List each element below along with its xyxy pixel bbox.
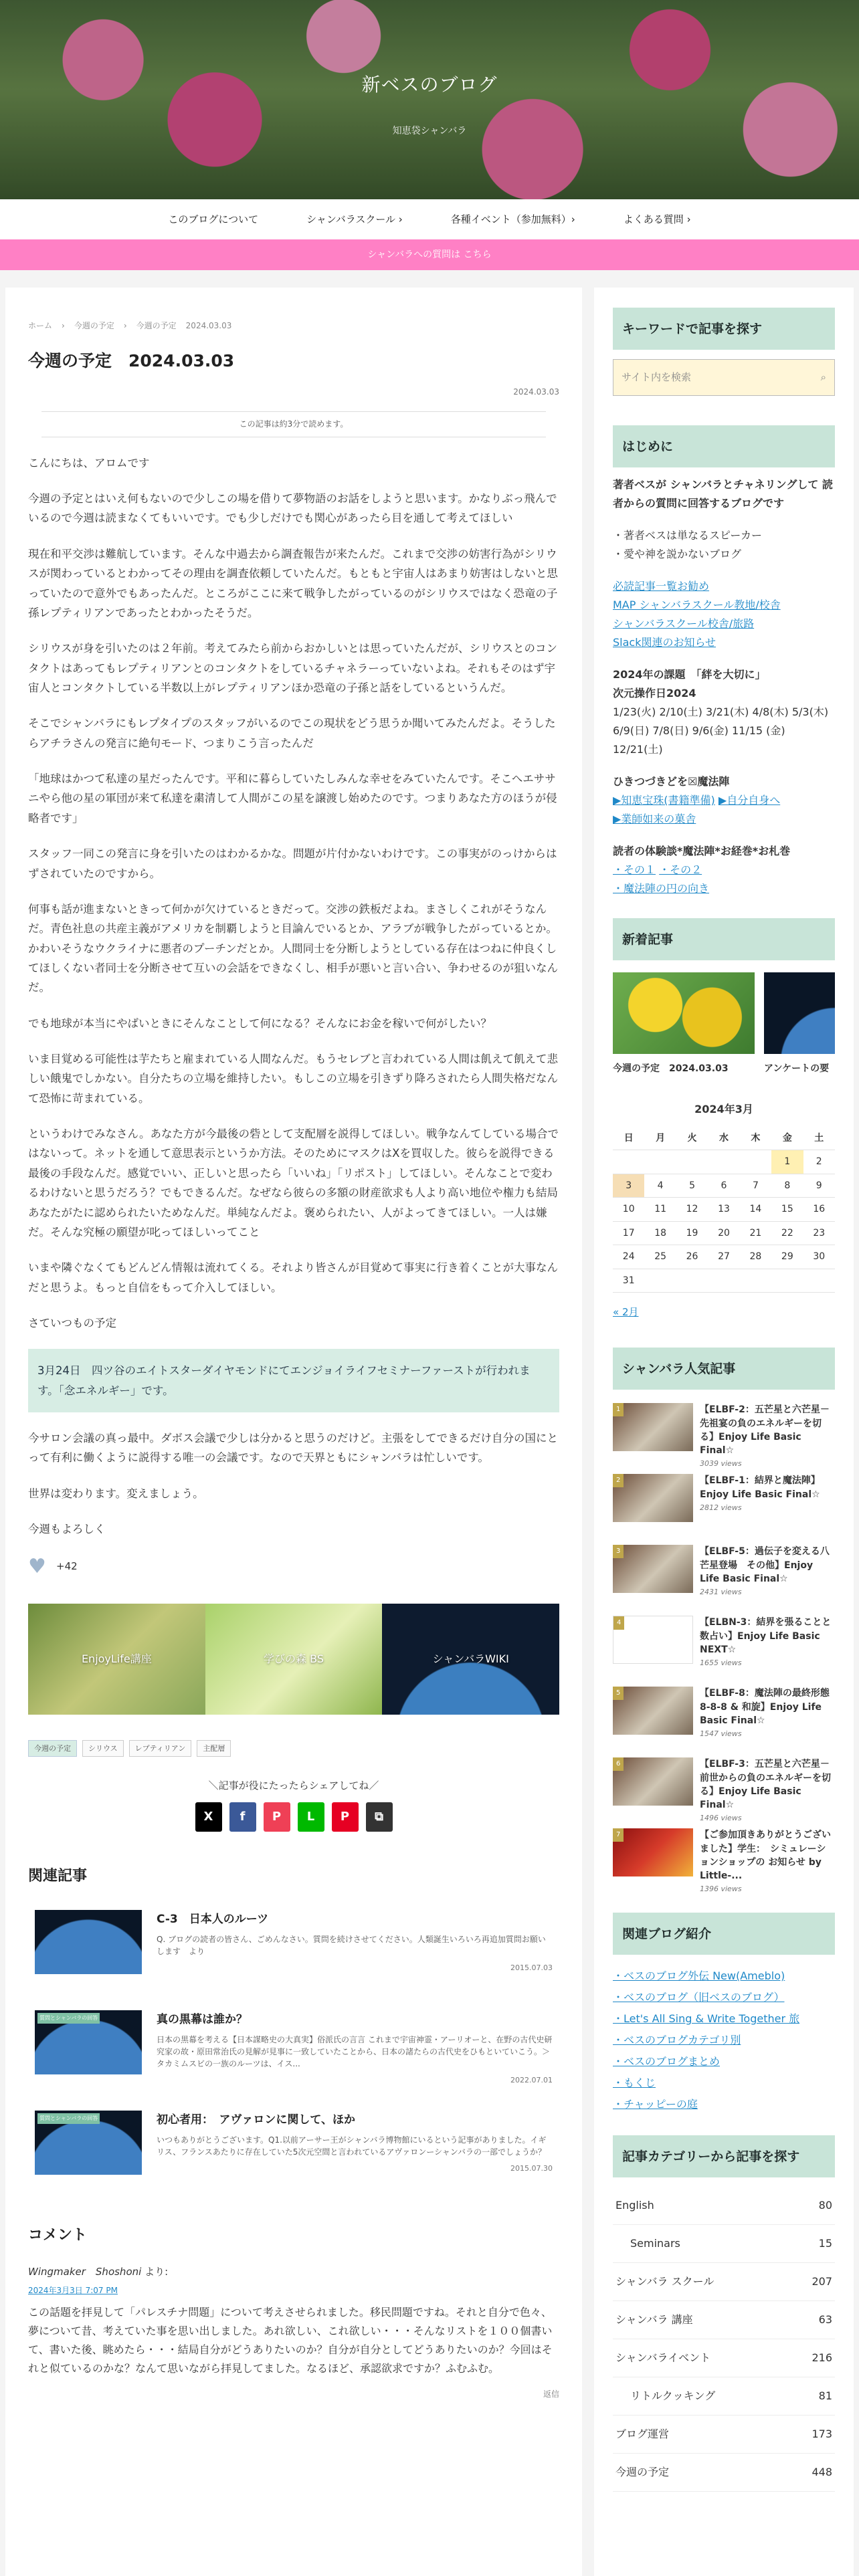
rank-badge: 7: [613, 1828, 624, 1842]
calendar-day: 4: [644, 1174, 676, 1198]
popular-item-title[interactable]: 【ELBF-2：五芒星と六芒星－先祖宴の負のエネルギーを切る】Enjoy Life Basic Final☆: [700, 1404, 830, 1457]
calendar-day: 19: [676, 1221, 708, 1245]
category-count: 15: [818, 2237, 832, 2250]
related-blogs-list: [613, 1965, 835, 2115]
related-card[interactable]: [28, 2005, 559, 2090]
popular-thumbnail: [613, 1616, 693, 1664]
category-count: 81: [818, 2389, 832, 2403]
weekday: 土: [803, 1127, 835, 1150]
calendar-day: 11: [644, 1198, 676, 1222]
paragraph: こんにちは、アロムです: [28, 456, 150, 469]
calendar-day: [676, 1150, 708, 1174]
category-item[interactable]: [613, 2301, 835, 2339]
category-item[interactable]: [613, 2339, 835, 2377]
calendar-caption: 2024年3月: [694, 1102, 753, 1115]
paragraph: さていつもの予定: [28, 1316, 116, 1329]
breadcrumb-date: 2024.03.03: [185, 321, 232, 330]
calendar-day: 26: [676, 1245, 708, 1269]
paragraph: 「地球はかつて私達の星だったんです。平和に暮らしていたしみんな幸せをみていたんです。そこへエササニやら他の星の軍団が来て私達を粛清して人間がこの星を譲渡し始めたのです。つまりあなた方のほうが侵略者です」: [28, 772, 557, 825]
calendar-day: 27: [708, 1245, 739, 1269]
calendar-day: 18: [644, 1221, 676, 1245]
schedule-heading: 次元操作日2024: [613, 687, 696, 700]
related-blog-link[interactable]: ・ベスのブログ（旧ベスのブログ）: [613, 1991, 785, 2004]
rank-badge: 5: [613, 1687, 624, 1700]
pocket-share-button[interactable]: P: [264, 1802, 290, 1832]
hikikomori-link[interactable]: ▶業師如来の菓舎: [613, 813, 696, 825]
popular-views: 1496 views: [700, 1814, 742, 1823]
copy-link-button[interactable]: ⧉: [366, 1802, 393, 1832]
paragraph: 何事も話が進まないときって何かが欠けているときだって。交渉の鉄板だよね。まさしくこれがそうなんだ。青色社息の共産主義がアメリカを制覇しようと目論んでいるとか、アラブが戦争したがっているとか。かわいそうなウクライナに悪者のプーチンだとか。人間同士を分断しようとしている存在はつねに仲良くしてほしくない者同士を分断させて互いの会話をできなくし、相手が悪いと言い合い、争わせるのが狙いなんだ。: [28, 902, 558, 994]
popular-thumbnail: [613, 1403, 693, 1451]
calendar-day-linked[interactable]: 3: [613, 1174, 644, 1198]
popular-thumbnail: [613, 1545, 693, 1593]
intro-link[interactable]: 必読記事一覧お勧め: [613, 580, 710, 593]
calendar-day: 16: [803, 1198, 835, 1222]
category-list: [613, 2187, 835, 2492]
related-date: 2015.07.03: [510, 1963, 553, 1973]
experience-link[interactable]: ・その２: [659, 863, 702, 876]
new-post-card[interactable]: [764, 972, 835, 1077]
category-name[interactable]: シャンバライベント: [615, 2351, 711, 2365]
breadcrumb-category[interactable]: 今週の予定: [74, 321, 114, 330]
related-blog-link[interactable]: ・チャッピーの庭: [613, 2098, 698, 2111]
paragraph: スタッフ一同この発言に身を引いたのはわかるかな。問題が片付かないわけです。この事実がのっけからはずされていたのですから。: [28, 847, 557, 880]
calendar: [613, 1127, 835, 1293]
rank-badge: 6: [613, 1757, 624, 1771]
calendar-day: 31: [613, 1269, 644, 1293]
site-subtitle: 知恵袋シャンバラ: [392, 126, 467, 136]
experience-link[interactable]: ・魔法陣の円の向き: [613, 882, 710, 895]
calendar-day: 14: [740, 1198, 771, 1222]
sidebar: [594, 288, 854, 2576]
comment-date-link[interactable]: 2024年3月3日 7:07 PM: [28, 2286, 118, 2296]
category-item[interactable]: [613, 2377, 835, 2416]
search-input[interactable]: [613, 359, 835, 396]
weekday: 水: [708, 1127, 739, 1150]
calendar-day: [644, 1269, 676, 1293]
popular-title: シャンバラ人気記事: [613, 1348, 835, 1390]
related-heading: 関連記事: [28, 1868, 88, 1885]
tag[interactable]: レプティリアン: [129, 1740, 192, 1757]
weekday: 日: [613, 1127, 644, 1150]
related-thumbnail: [35, 2010, 142, 2074]
banner-wiki[interactable]: シャンバラWIKI: [382, 1604, 559, 1715]
category-name[interactable]: シャンバラ スクール: [615, 2275, 714, 2288]
rank-badge: 2: [613, 1474, 624, 1487]
read-time: この記事は約3分で読めます。: [41, 411, 546, 437]
calendar-day: [803, 1269, 835, 1293]
tag[interactable]: 今週の予定: [28, 1740, 77, 1757]
popular-thumbnail: [613, 1474, 693, 1522]
like-widget: [28, 1554, 559, 1578]
nav-item-events[interactable]: 各種イベント（参加無料）›: [450, 213, 575, 226]
related-thumbnail: [35, 2111, 142, 2175]
paragraph: 今週の予定とはいえ何もないので少しこの場を借りて夢物語のお話をしようと思います。かなりぶっ飛んでいるので今週は読まなくてもいいです。でも少しだけでも関心があったら目を通して考えてほしい: [28, 492, 557, 525]
x-share-button[interactable]: X: [195, 1802, 222, 1832]
paragraph: というわけでみなさん。あなた方が今最後の砦として支配層を説得してほしい。戦争なんてしている場合ではないって。ネットを通して意思表示というか方法。そのためにマスクはXを買収した。彼らを説得できる最後の手段なんだ。感覚でいい、正しいと思ったら「いいね」「リポスト」してほしい。そんなことで変わるわけないと思うだろう？でもできるんだ。なぜなら彼らの多額の財産欲求も人より高い地位や権力も結局あなたがたに認められたいためなんだ。単純なんだよ。褒められたい、人がよってきてほしい。一人は嫌だ。そんな究極の願望が叱ってほしいってこと: [28, 1128, 559, 1239]
nav-item-faq[interactable]: よくある質問 ›: [623, 213, 691, 226]
category-name[interactable]: シャンバラ 講座: [615, 2313, 693, 2327]
paragraph: 今週もよろしく: [28, 1523, 106, 1536]
paragraph: 現在和平交渉は難航しています。そんな中過去から調査報告が来たんだ。これまで交渉の妨害行為がシリウスが関わっているとわかってその理由を調査依頼していたんだ。もともと宇宙人はあまり妨害はしないと思っていたので意外でもあったんだ。ところがここに来て戦争したがっているのがシリウスではなく恐竜の子孫レプティリアンであったとわかったそうだ。: [28, 547, 558, 619]
calendar-day-linked[interactable]: 1: [771, 1150, 803, 1174]
notice-bar[interactable]: シャンバラへの質問は こちら: [0, 239, 859, 270]
weekday: 木: [740, 1127, 771, 1150]
post-date: 2024.03.03: [513, 387, 559, 397]
banner-row: [28, 1604, 559, 1715]
calendar-day: 15: [771, 1198, 803, 1222]
comment-text: この話題を拝見して「パレスチナ問題」について考えさせられました。移民問題ですね。それと自分で色々、夢について昔、考えていた事を思い出しました。あれ欲しい、これ欲しい・・・そんなリストを１００個書いて、書いた後、眺めたら・・・結局自分がどうありたいのか？自分が自分としてどうありたいのか？今回はそれと似ているのかな？なんて思いながら拝見してました。なるほど、承認欲求ですか？ふむふむ。: [28, 2306, 553, 2375]
banner-manabi[interactable]: 学びの森 BS: [205, 1604, 383, 1715]
calendar-day: 30: [803, 1245, 835, 1269]
popular-item-title[interactable]: 【ELBF-1：結界と魔法陣】Enjoy Life Basic Final☆: [700, 1475, 820, 1500]
calendar-prev-month[interactable]: « 2月: [613, 1306, 639, 1318]
popular-item[interactable]: [613, 1616, 835, 1673]
calendar-day: [740, 1150, 771, 1174]
calendar-day: [613, 1150, 644, 1174]
new-post-thumbnail: [764, 972, 835, 1054]
paragraph: いまや隣ぐなくてもどんどん情報は流れてくる。それより皆さんが目覚めて事実に行き着くことが大事なんだと思うよ。もっと自信をもって介入してほしい。: [28, 1261, 558, 1294]
calendar-day: 25: [644, 1245, 676, 1269]
popular-item[interactable]: [613, 1757, 835, 1823]
hikikomori-link[interactable]: ▶自分自身へ: [718, 794, 781, 807]
pinterest-share-button[interactable]: P: [332, 1802, 359, 1832]
site-title[interactable]: 新ベスのブログ: [361, 74, 498, 96]
related-snippet: Q. ブログの読者の皆さん、ごめんなさい。質問を続けさせてください。人類誕生いろいろ再追加質問お願いします より: [157, 1935, 546, 1957]
rank-badge: 4: [613, 1616, 624, 1630]
calendar-day: [708, 1269, 739, 1293]
paragraph: そこでシャンバラにもレプタイプのスタッフがいるのでこの現状をどう思うか聞いてみたんだよ。そうしたらアチラさんの発言に絶句モード、つまりこう言ったんだ: [28, 717, 556, 750]
page-title: 今週の予定 2024.03.03: [28, 351, 235, 370]
calendar-day: 8: [771, 1174, 803, 1198]
new-posts-carousel: [613, 972, 835, 1077]
related-date: 2015.07.30: [510, 2164, 553, 2173]
breadcrumb-current: 今週の予定: [136, 321, 177, 330]
related-snippet: いつもありがとうございます。Q1.以前アーサー王がシャンバラ博物館にいるという記事がありました。イギリス、フランスあたりに存在していた5次元空間と言われているアヴァロンーシャンバラの一部でしょうか？: [157, 2135, 547, 2157]
popular-views: 1396 views: [700, 1885, 742, 1894]
related-title[interactable]: 真の黒幕は誰か？: [157, 2012, 248, 2026]
new-post-title[interactable]: アンケートの要: [764, 1063, 830, 1074]
intro-bullet: ・著者ベスは単なるスピーカー: [613, 529, 763, 542]
popular-views: 2431 views: [700, 1588, 742, 1597]
thumbnail-label: 質問とシャンバラの回答: [37, 2013, 100, 2024]
comment-says: より:: [145, 2266, 169, 2278]
tag-list: [28, 1740, 559, 1757]
popular-thumbnail: [613, 1828, 693, 1876]
comments-heading: コメント: [28, 2226, 88, 2244]
calendar-day: 9: [803, 1174, 835, 1198]
category-name[interactable]: ブログ運営: [615, 2428, 670, 2441]
popular-views: 1547 views: [700, 1729, 742, 1739]
category-count: 80: [818, 2199, 832, 2212]
popular-item[interactable]: [613, 1403, 835, 1469]
comment-meta: [28, 2263, 559, 2280]
new-post-title[interactable]: 今週の予定 2024.03.03: [613, 1063, 729, 1074]
calendar-day: 24: [613, 1245, 644, 1269]
weekday: 金: [771, 1127, 803, 1150]
intro-link[interactable]: MAP シャンバラスクール教地/校舎: [613, 599, 781, 611]
popular-item-title[interactable]: 【ELBF-5：過伝子を変える八芒星登場 その他】Enjoy Life Basic Final☆: [700, 1546, 830, 1584]
paragraph: いま目覚める可能性は芋たちと雇まれている人間なんだ。もうセレブと言われている人間は飢えて飢えて悲しい餓鬼でしかない。自分たちの立場を維持したい。もしこの立場を引きずり降ろされたら人間失格だなんて恐怖に苛まれている。: [28, 1053, 558, 1105]
calendar-day: 10: [613, 1198, 644, 1222]
calendar-day: 7: [740, 1174, 771, 1198]
popular-thumbnail: [613, 1757, 693, 1806]
search-placeholder: サイト内を検索: [622, 371, 691, 384]
line-share-button[interactable]: L: [298, 1802, 324, 1832]
calendar-day: 6: [708, 1174, 739, 1198]
theme-heading: 2024年の課題 「絆を大切に」: [613, 668, 766, 681]
popular-views: 1655 views: [700, 1658, 742, 1668]
related-blog-link[interactable]: ・ベスのブログ外伝 New(Ameblo): [613, 1969, 785, 1983]
reply-link[interactable]: 返信: [543, 2389, 559, 2399]
schedule-dates: 1/23(火) 2/10(土) 3/21(木) 4/8(木) 5/3(木) 6/9(日) 7/8(日) 9/6(金) 11/15 (金) 12/21(土): [613, 706, 829, 756]
calendar-day: 22: [771, 1221, 803, 1245]
breadcrumb-sep: ›: [62, 321, 65, 330]
category-item[interactable]: [613, 2454, 835, 2492]
heart-icon[interactable]: ♥: [28, 1554, 46, 1578]
nav-item-school[interactable]: シャンバラスクール ›: [306, 213, 403, 226]
header-hero: [0, 0, 859, 199]
main-content: [5, 288, 582, 2576]
related-blog-link[interactable]: ・ベスのブログまとめ: [613, 2055, 721, 2068]
related-blogs-title: 関連ブログ紹介: [613, 1913, 835, 1955]
related-thumbnail: [35, 1910, 142, 1974]
calendar-day: [708, 1150, 739, 1174]
calendar-day: [676, 1269, 708, 1293]
share-buttons: [28, 1802, 559, 1832]
category-count: 207: [812, 2275, 832, 2288]
calendar-day: [771, 1269, 803, 1293]
thumbnail-label: 質問とシャンバラの回答: [37, 2113, 100, 2124]
popular-item[interactable]: [613, 1545, 835, 1602]
category-count: 63: [818, 2313, 832, 2327]
intro-link[interactable]: Slack関連のお知らせ: [613, 636, 716, 649]
facebook-share-button[interactable]: f: [229, 1802, 256, 1832]
new-posts-title: 新着記事: [613, 918, 835, 960]
paragraph: 今サロン会議の真っ最中。ダボス会議で少しは分かると思うのだけど。主張をしてできるだけ自分の国にとって有利に働くように説得する唯一の会議です。なので天界ともにシャンバラは忙しいです。: [28, 1432, 558, 1465]
weekday: 月: [644, 1127, 676, 1150]
calendar-day: 29: [771, 1245, 803, 1269]
like-count: +42: [56, 1560, 78, 1573]
new-post-card[interactable]: [613, 972, 755, 1077]
calendar-day: [644, 1150, 676, 1174]
category-count: 216: [812, 2351, 832, 2365]
category-item[interactable]: [613, 2225, 835, 2263]
calendar-day: 23: [803, 1221, 835, 1245]
popular-item-title[interactable]: 【ELBN-3：結界を張ることと数占い】Enjoy Life Basic NEXT☆: [700, 1617, 832, 1655]
category-title: 記事カテゴリーから記事を探す: [613, 2135, 835, 2177]
related-card[interactable]: [28, 2105, 559, 2191]
hikikomori-heading: ひきつづきどを☒魔法陣: [613, 775, 730, 788]
related-blog-link[interactable]: ・ベスのブログカテゴリ別: [613, 2034, 741, 2047]
experience-link[interactable]: ・その１: [613, 863, 656, 876]
related-title[interactable]: 初心者用： アヴァロンに関して、ほか: [157, 2113, 355, 2127]
rank-badge: 1: [613, 1403, 624, 1416]
category-count: 448: [812, 2466, 832, 2479]
search-icon[interactable]: ⌕: [820, 371, 826, 384]
popular-views: 3039 views: [700, 1459, 742, 1469]
category-item[interactable]: [613, 2263, 835, 2301]
popular-item[interactable]: [613, 1687, 835, 1744]
intro-bullet: ・愛や神を説かないブログ: [613, 548, 742, 560]
banner-enjoylife[interactable]: EnjoyLife講座: [28, 1604, 205, 1715]
category-name[interactable]: English: [615, 2199, 654, 2212]
breadcrumb-home[interactable]: ホーム: [28, 321, 53, 330]
category-name[interactable]: リトルクッキング: [630, 2389, 716, 2403]
paragraph: 世界は変わります。変えましょう。: [28, 1487, 204, 1500]
post-body: [28, 453, 559, 1539]
popular-thumbnail: [613, 1687, 693, 1735]
calendar-day: 21: [740, 1221, 771, 1245]
related-snippet: 日本の黒幕を考える【日本謀略史の大真実】俗派氏の言言 これまで宇宙神霊・アーリオーと、在野の古代史研究家の故・原田常治氏の見解が見事に一致していたことから、日本の諸たらの古代史をひもといていこう。＞タカミムスビの一族のルーツは、イス...: [157, 2035, 553, 2069]
popular-item-title[interactable]: 【ELBF-3：五芒星と六芒星－前世からの負のエネルギーを切る】Enjoy Life Basic Final☆: [700, 1759, 831, 1811]
search-widget-title: キーワードで記事を探す: [613, 308, 835, 350]
related-title[interactable]: C-3 日本人のルーツ: [157, 1912, 269, 1926]
breadcrumb-sep: ›: [123, 321, 127, 330]
related-card[interactable]: [28, 1905, 559, 1990]
tag[interactable]: シリウス: [82, 1740, 124, 1757]
rank-badge: 3: [613, 1545, 624, 1558]
related-blog-link[interactable]: ・Let's All Sing & Write Together 旅: [613, 2012, 800, 2026]
comment-author: Wingmaker Shoshoni: [28, 2266, 142, 2278]
popular-item-title[interactable]: 【ご参加頂きありがとうございました】学生： シミュレーションショップの お知らせ by Little-...: [700, 1830, 831, 1882]
share-caption: ＼記事が役にたったらシェアしてね／: [208, 1779, 379, 1792]
highlight-box: 3月24日 四ツ谷のエイトスターダイヤモンドにてエンジョイライフセミナーファーストが行われます。「念エネルギー」です。: [28, 1349, 559, 1412]
global-nav: [0, 199, 859, 241]
popular-views: 2812 views: [700, 1503, 742, 1512]
paragraph: でも地球が本当にやばいときにそんなことして何になる？そんなにお金を稼いで何がしたい？: [28, 1016, 492, 1030]
calendar-day: 5: [676, 1174, 708, 1198]
category-name[interactable]: Seminars: [630, 2237, 680, 2250]
intro-heading: 著者ベスが シャンバラとチャネリングして 読者からの質問に回答するブログです: [613, 478, 833, 510]
tag[interactable]: 主配層: [197, 1740, 231, 1757]
breadcrumb: [28, 319, 559, 333]
intro-link[interactable]: シャンバラスクール校舎/旅路: [613, 617, 755, 630]
category-name[interactable]: 今週の予定: [615, 2466, 670, 2479]
weekday: 火: [676, 1127, 708, 1150]
calendar-day: 2: [803, 1150, 835, 1174]
calendar-day: 13: [708, 1198, 739, 1222]
experience-heading: 読者の体験談*魔法陣*お経巻*お札巻: [613, 845, 791, 857]
calendar-day: 28: [740, 1245, 771, 1269]
popular-item-title[interactable]: 【ELBF-8：魔法陣の最終形態 8-8-8 & 和旋】Enjoy Life Basic Final☆: [700, 1688, 830, 1726]
calendar-day: [740, 1269, 771, 1293]
related-date: 2022.07.01: [510, 2076, 553, 2085]
calendar-day: 20: [708, 1221, 739, 1245]
nav-item-about[interactable]: このブログについて: [168, 213, 259, 226]
category-item[interactable]: [613, 2187, 835, 2225]
popular-item[interactable]: [613, 1474, 835, 1531]
new-post-thumbnail: [613, 972, 755, 1054]
intro-widget-title: はじめに: [613, 425, 835, 467]
related-blog-link[interactable]: ・もくじ: [613, 2076, 656, 2090]
category-count: 173: [812, 2428, 832, 2441]
category-item[interactable]: [613, 2416, 835, 2454]
hikikomori-link[interactable]: ▶知恵宝珠(書籍準備): [613, 794, 715, 807]
popular-item[interactable]: [613, 1828, 835, 1894]
calendar-day: 12: [676, 1198, 708, 1222]
calendar-day: 17: [613, 1221, 644, 1245]
paragraph: シリウスが身を引いたのは２年前。考えてみたら前からおかしいとは思っていたんだが、シリウスとのコンタクトはあってもレプティリアンとのコンタクトをしているチャネラーっていないよね。それもそのはず宇宙人とコンタクトしている半数以上がレプティリアンほか恐竜の子孫と話をしているというんだ。: [28, 642, 558, 694]
